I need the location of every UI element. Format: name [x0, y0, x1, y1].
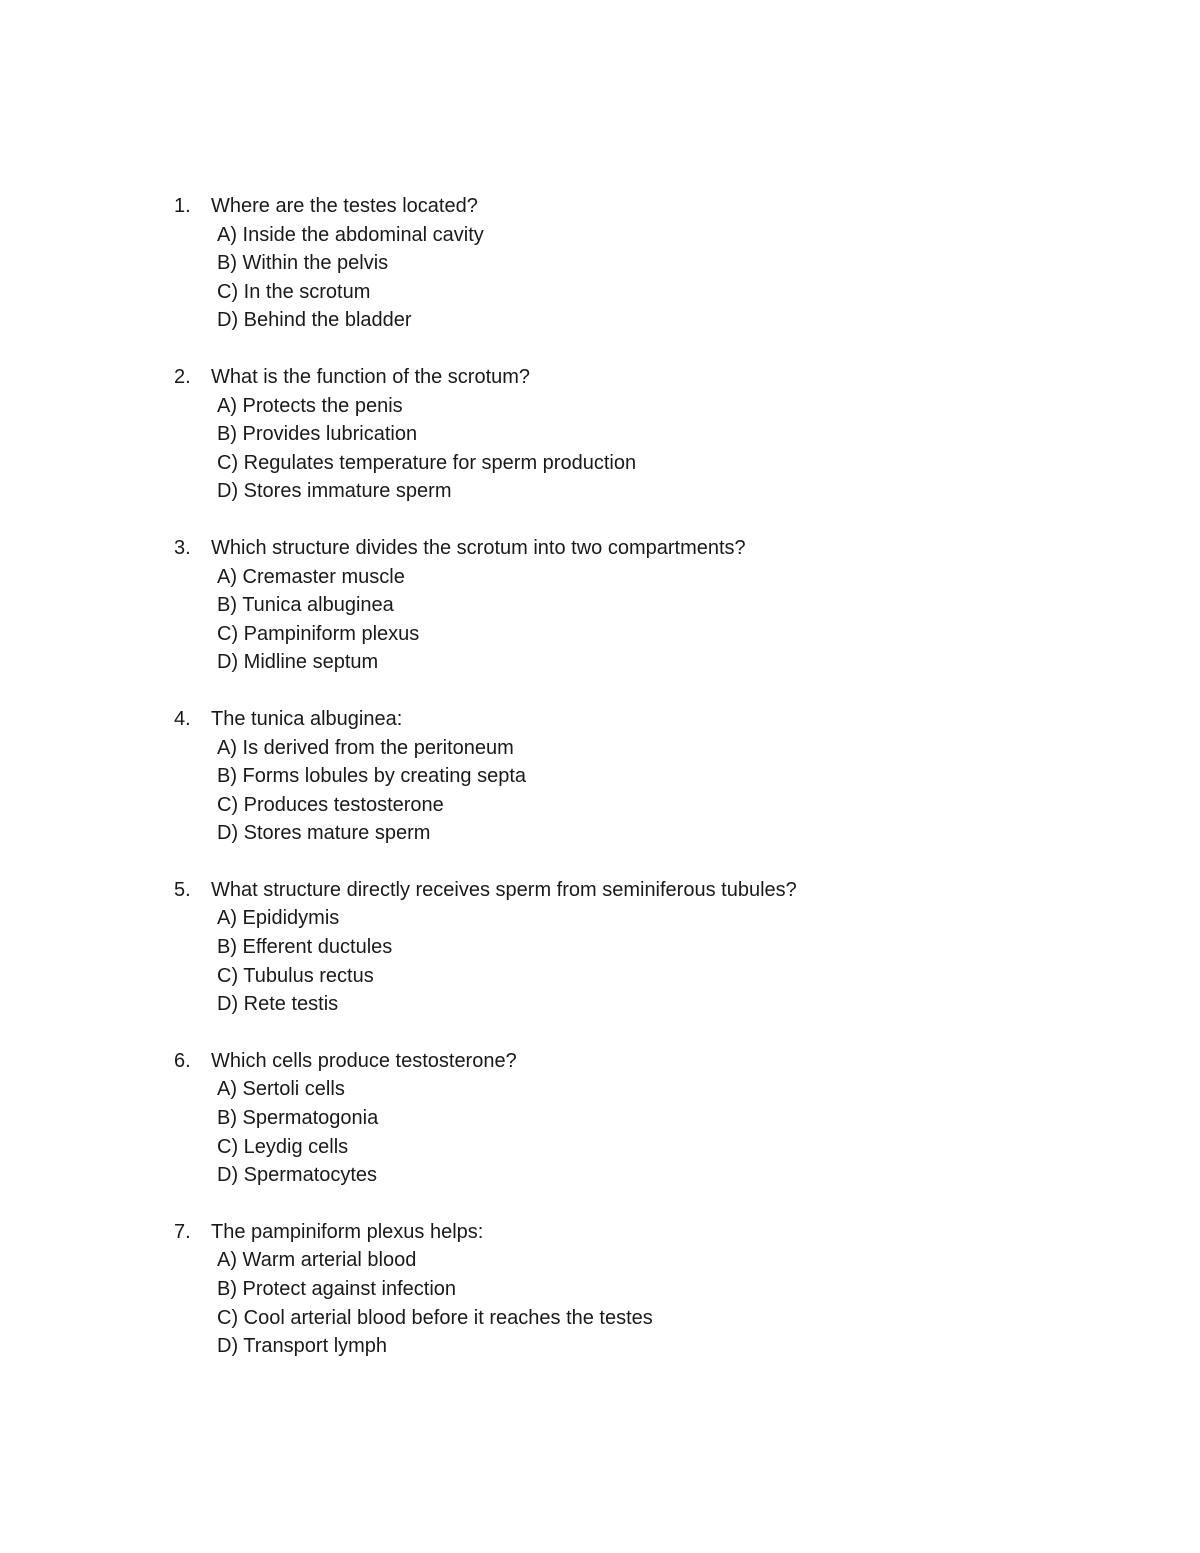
answer-option: C) Produces testosterone [217, 793, 444, 816]
answer-option: D) Spermatocytes [217, 1164, 378, 1187]
question-text: The pampiniform plexus helps: [211, 1220, 484, 1243]
question-list [174, 192, 1074, 1389]
question-text: Which cells produce testosterone? [211, 1049, 517, 1072]
question-item [174, 705, 1074, 848]
question-number: 2. [174, 365, 191, 388]
question-item [174, 1047, 1074, 1190]
question-item [174, 876, 1074, 1019]
answer-option: C) Regulates temperature for sperm production [217, 451, 637, 474]
answer-option: A) Cremaster muscle [217, 565, 405, 588]
answer-options [174, 221, 1074, 335]
answer-option: D) Rete testis [217, 993, 339, 1016]
question-text: Which structure divides the scrotum into two compartments? [211, 536, 746, 559]
question-number: 4. [174, 707, 191, 730]
question-number: 7. [174, 1220, 191, 1243]
answer-option: B) Within the pelvis [217, 252, 389, 275]
answer-option: C) Pampiniform plexus [217, 622, 420, 645]
answer-option: A) Inside the abdominal cavity [217, 223, 484, 246]
answer-option: D) Stores immature sperm [217, 480, 452, 503]
answer-options [174, 563, 1074, 677]
answer-option: D) Midline septum [217, 651, 379, 674]
answer-option: B) Spermatogonia [217, 1107, 379, 1130]
answer-option: B) Efferent ductules [217, 936, 393, 959]
question-text: What is the function of the scrotum? [211, 365, 531, 388]
answer-option: D) Behind the bladder [217, 309, 412, 332]
question-line [174, 192, 1074, 221]
answer-option: A) Protects the penis [217, 394, 403, 417]
answer-option: A) Warm arterial blood [217, 1249, 417, 1272]
question-line [174, 1218, 1074, 1247]
answer-options [174, 734, 1074, 848]
question-line [174, 1047, 1074, 1076]
question-text: The tunica albuginea: [211, 707, 403, 730]
answer-option: B) Provides lubrication [217, 423, 418, 446]
answer-options [174, 392, 1074, 506]
answer-option: B) Tunica albuginea [217, 594, 394, 617]
question-item [174, 192, 1074, 335]
question-number: 6. [174, 1049, 191, 1072]
answer-option: C) Leydig cells [217, 1135, 349, 1158]
answer-option: B) Protect against infection [217, 1278, 457, 1300]
question-line [174, 363, 1074, 392]
answer-option: B) Forms lobules by creating septa [217, 765, 527, 788]
answer-option: A) Sertoli cells [217, 1078, 345, 1101]
answer-option: D) Transport lymph [217, 1335, 388, 1358]
question-item [174, 1218, 1074, 1361]
answer-option: C) In the scrotum [217, 280, 371, 303]
question-text: Where are the testes located? [211, 195, 478, 217]
answer-options [174, 904, 1074, 1018]
question-number: 5. [174, 878, 191, 901]
question-number: 3. [174, 536, 191, 559]
answer-options [174, 1075, 1074, 1189]
question-line [174, 705, 1074, 734]
answer-option: A) Is derived from the peritoneum [217, 736, 514, 759]
answer-option: D) Stores mature sperm [217, 822, 431, 845]
answer-options [174, 1246, 1074, 1360]
question-item [174, 363, 1074, 506]
answer-option: C) Cool arterial blood before it reaches the testes [217, 1306, 653, 1329]
answer-option: A) Epididymis [217, 907, 340, 930]
question-line [174, 876, 1074, 905]
question-line [174, 534, 1074, 563]
question-item [174, 534, 1074, 677]
question-text: What structure directly receives sperm from seminiferous tubules? [211, 878, 797, 901]
question-number: 1. [174, 195, 191, 217]
answer-option: C) Tubulus rectus [217, 964, 374, 987]
